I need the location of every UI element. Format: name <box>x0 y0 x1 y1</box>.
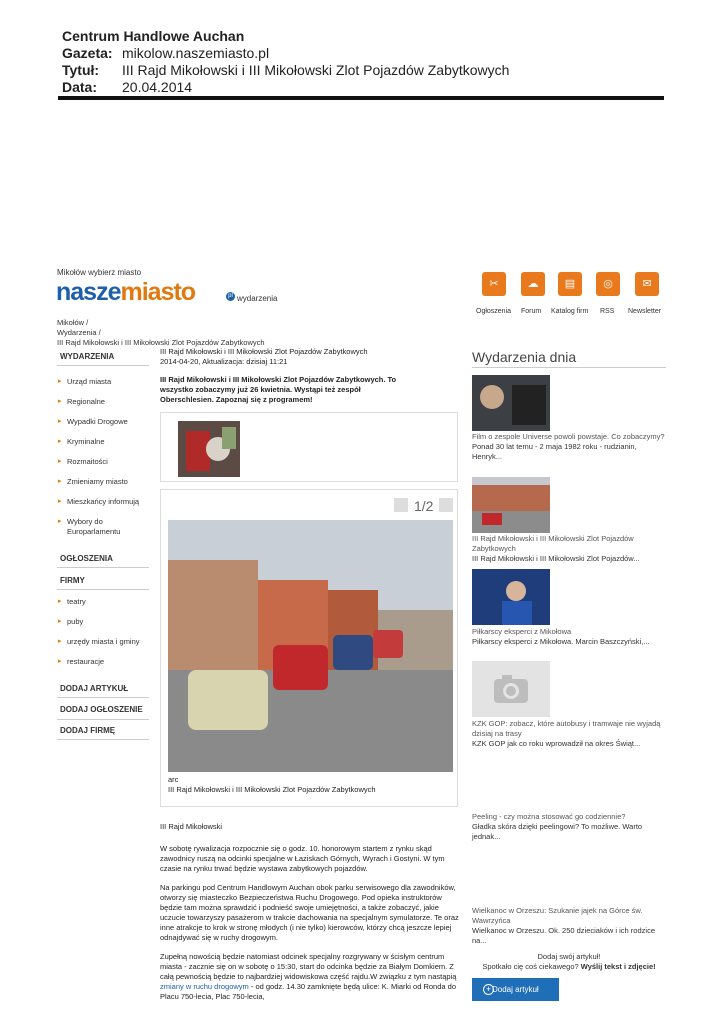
data-row <box>62 79 664 96</box>
data-key: Data: <box>62 79 98 95</box>
event-3-title[interactable]: Piłkarscy eksperci z Mikołowa <box>472 627 572 636</box>
article-body <box>160 822 460 1011</box>
site-logo[interactable] <box>56 278 195 307</box>
event-2-image[interactable] <box>472 477 550 533</box>
gazeta-key: Gazeta: <box>62 45 113 61</box>
tag-icon: ✂ <box>482 272 506 296</box>
source-label: Centrum Handlowe Auchan <box>62 28 245 44</box>
sidebar-heading-ogloszenia[interactable]: OGŁOSZENIA <box>57 550 149 568</box>
article-paragraph-2: Na parkingu pod Centrum Handlowym Auchan obok parku serwisowego dla zawodników, otworzy się miasteczko Bezpieczeństwa Ruchu Drogowego. Pod opieka instruktorów będzie tam można sprawdzić i podnieść swoje umiejętności, a także zobaczyć, jakie uczucie towarzyszy pasażerom w trakcie dachowania na specjalnym symulatorze. Te oraz inne atrakcje to krok w stronę młodych (i nie tylko) kierowców, którzy chcą jeszcze lepiej odnajdywać się w ruchy drogowym. <box>160 883 459 942</box>
logo-pl-badge: pl <box>226 292 235 301</box>
logo-part-miasto: miasto <box>120 278 196 306</box>
event-3 <box>472 627 666 647</box>
briefcase-icon: ▤ <box>558 272 582 296</box>
sidebar-heading-firmy[interactable]: FIRMY <box>57 572 149 590</box>
chat-icon: ☁ <box>521 272 545 296</box>
event-2 <box>472 534 666 564</box>
article-lead: III Rajd Mikołowski i III Mikołowski Zlot Pojazdów Zabytkowych. To wszystko zobaczymy już 26 kwietnia. Wystąpi też zespół Oberschlesien. Zapoznaj się z programem! <box>160 375 397 404</box>
event-6-title[interactable]: Wielkanoc w Orzeszu: Szukanie jajek na Górce św. Wawrzyńca <box>472 906 643 925</box>
gazeta-value: mikolow.naszemiasto.pl <box>122 45 270 61</box>
events-divider <box>472 367 666 368</box>
camera-placeholder-icon[interactable] <box>472 661 550 717</box>
nav-forum-label[interactable]: Forum <box>521 308 542 315</box>
event-5 <box>472 812 666 842</box>
event-2-text: III Rajd Mikołowski i III Mikołowski Zlot Pojazdów... <box>472 554 640 563</box>
gazeta-row <box>62 45 664 62</box>
sidebar-item-restauracje[interactable]: ▸ restauracje <box>57 652 149 672</box>
sidebar-item-wybory[interactable]: ▸ Wybory do Europarlamentu <box>57 512 149 542</box>
article-dates: 2014-04-20, Aktualizacja: dzisiaj 11:21 <box>160 357 288 366</box>
nav-rss-label[interactable]: RSS <box>600 308 615 315</box>
add-article-button[interactable] <box>472 978 559 1001</box>
nav-ogloszenia-label[interactable]: Ogłoszenia <box>476 308 512 315</box>
event-5-title[interactable]: Peeling - czy można stosować go codziennie? <box>472 812 626 821</box>
event-4 <box>472 719 666 749</box>
article-paragraph-1: W sobotę rywalizacja rozpocznie się o godz. 10. honorowym startem z rynku skąd zawodnicy ruszą na odcinki specjalne w Łaziskach Górnych, Wyrach i Gostyni. W tym czasie na rynku trwać będzie wystawa zabytkowych pojazdów. <box>160 844 445 873</box>
nav-rss[interactable] <box>596 272 620 296</box>
tytul-value: III Rajd Mikołowski i III Mikołowski Zlot Pojazdów Zabytkowych <box>122 62 510 78</box>
event-4-text: KZK GOP jak co roku wprowadził na okres Świąt... <box>472 739 641 748</box>
sidebar-item-urzad[interactable]: ▸ Urząd miasta <box>57 372 149 392</box>
article-thumbnail-box <box>160 412 458 482</box>
nav-katalog-label[interactable]: Katalog firm <box>551 308 589 315</box>
gallery-photo[interactable] <box>168 520 453 772</box>
promo-title: Dodaj swój artykuł! <box>537 952 601 961</box>
event-1-image[interactable] <box>472 375 550 431</box>
breadcrumb-mikolow[interactable]: Mikołów / <box>57 318 89 327</box>
gallery-prev-button[interactable] <box>394 498 408 512</box>
traffic-changes-link[interactable]: zmiany w ruchu drogowym <box>160 982 249 991</box>
breadcrumb-wydarzenia[interactable]: Wydarzenia / <box>57 328 101 337</box>
breadcrumb-current: III Rajd Mikołowski i III Mikołowski Zlot Pojazdów Zabytkowych <box>57 338 265 347</box>
sidebar-firmy-list <box>57 592 149 672</box>
sidebar-item-zmieniamy[interactable]: ▸ Zmieniamy miasto <box>57 472 149 492</box>
sidebar-item-wypadki[interactable]: ▸ Wypadki Drogowe <box>57 412 149 432</box>
event-1-text: Ponad 30 lat temu - 2 maja 1982 roku - rudzianin, Henryk... <box>472 442 637 461</box>
breadcrumb <box>57 318 265 348</box>
nav-forum[interactable] <box>521 272 545 296</box>
rss-icon: ◎ <box>596 272 620 296</box>
event-6 <box>472 906 666 946</box>
event-1 <box>472 432 666 462</box>
event-5-text: Gładka skóra dzięki peelingowi? To możliwe. Warto jednak... <box>472 822 643 841</box>
promo-cta: Wyślij tekst i zdjęcie! <box>580 962 656 971</box>
event-3-image[interactable] <box>472 569 550 625</box>
mail-icon: ✉ <box>635 272 659 296</box>
data-value: 20.04.2014 <box>122 79 193 95</box>
event-3-text: Piłkarscy eksperci z Mikołowa. Marcin Baszczyński,... <box>472 637 650 646</box>
add-article-promo <box>472 952 666 972</box>
promo-question: Spotkało cię coś ciekawego? <box>482 962 581 971</box>
sidebar-item-kryminalne[interactable]: ▸ Kryminalne <box>57 432 149 452</box>
header-divider <box>58 96 664 100</box>
nav-ogloszenia[interactable] <box>482 272 506 296</box>
event-2-title[interactable]: III Rajd Mikołowski i III Mikołowski Zlot Pojazdów Zabytkowych <box>472 534 634 553</box>
sidebar-dodaj-firme[interactable]: DODAJ FIRMĘ <box>57 722 149 740</box>
nav-newsletter-label[interactable]: Newsletter <box>628 308 662 315</box>
paragraph-3-start: Zupełną nowością będzie natomiast odcinek specjalny rozgrywany w ścisłym centrum miasta - zacznie się on w sobotę o 15:30, start do odcinka będzie za Białym Domkiem. Z całą pewnością będzie to najbardziej widowiskowa część rajdu.W związku z tym nastąpią <box>160 952 457 981</box>
event-4-title[interactable]: KZK GOP: zobacz, które autobusy i tramwaje nie wyjadą dzisiaj na trasy <box>472 719 661 738</box>
paragraph-3-end: - od godz. 14.30 zamknięte będą ulice: K. Miarki od Ronda do Placu 750-lecia, Plac 750-lecia, <box>160 982 456 1001</box>
article-paragraph-3 <box>160 952 460 1002</box>
thumbnail-image[interactable] <box>178 421 240 477</box>
gallery-counter: 1/2 <box>414 498 434 514</box>
caption-title: III Rajd Mikołowski i III Mikołowski Zlot Pojazdów Zabytkowych <box>168 785 376 794</box>
tytul-row <box>62 62 664 79</box>
sidebar-item-teatry[interactable]: ▸ teatry <box>57 592 149 612</box>
tytul-key: Tytuł: <box>62 62 100 78</box>
sidebar-dodaj-artykul[interactable]: DODAJ ARTYKUŁ <box>57 680 149 698</box>
event-6-text: Wielkanoc w Orzeszu. Ok. 250 dzieciaków i ich rodzice na... <box>472 926 655 945</box>
nav-newsletter[interactable] <box>635 272 659 296</box>
sidebar-item-rozmaitosci[interactable]: ▸ Rozmaitości <box>57 452 149 472</box>
source-row <box>62 28 664 45</box>
gallery-caption <box>168 775 376 795</box>
document-header <box>62 28 664 96</box>
events-of-day-title: Wydarzenia dnia <box>472 349 577 365</box>
promo-text <box>472 962 666 972</box>
city-tagline[interactable]: Mikołów wybierz miasto <box>57 268 142 277</box>
nav-katalog[interactable] <box>558 272 582 296</box>
gallery-next-button[interactable] <box>439 498 453 512</box>
article-subheading: III Rajd Mikołowski <box>160 822 223 831</box>
sidebar-item-mieszkancy[interactable]: ▸ Mieszkańcy informują <box>57 492 149 512</box>
add-article-button-label: Dodaj artykuł <box>492 985 539 994</box>
article-header <box>160 347 458 405</box>
event-1-title[interactable]: Film o zespole Universe powoli powstaje. Co zobaczymy? <box>472 432 665 441</box>
caption-author: arc <box>168 775 179 784</box>
photo-gallery <box>160 489 458 807</box>
sidebar-heading-wydarzenia[interactable]: WYDARZENIA <box>57 348 149 366</box>
plus-icon: + <box>483 984 494 995</box>
sidebar-item-puby[interactable]: ▸ puby <box>57 612 149 632</box>
sidebar-item-regionalne[interactable]: ▸ Regionalne <box>57 392 149 412</box>
sidebar-wydarzenia-list <box>57 372 149 542</box>
sidebar-item-urzedy[interactable]: ▸ urzędy miasta i gminy <box>57 632 149 652</box>
sidebar-dodaj-ogloszenie[interactable]: DODAJ OGŁOSZENIE <box>57 700 149 720</box>
article-title: III Rajd Mikołowski i III Mikołowski Zlot Pojazdów Zabytkowych <box>160 347 368 356</box>
logo-part-naszemiasto: nasze <box>56 278 121 306</box>
logo-section-label: wydarzenia <box>237 294 278 303</box>
sidebar <box>57 348 149 740</box>
